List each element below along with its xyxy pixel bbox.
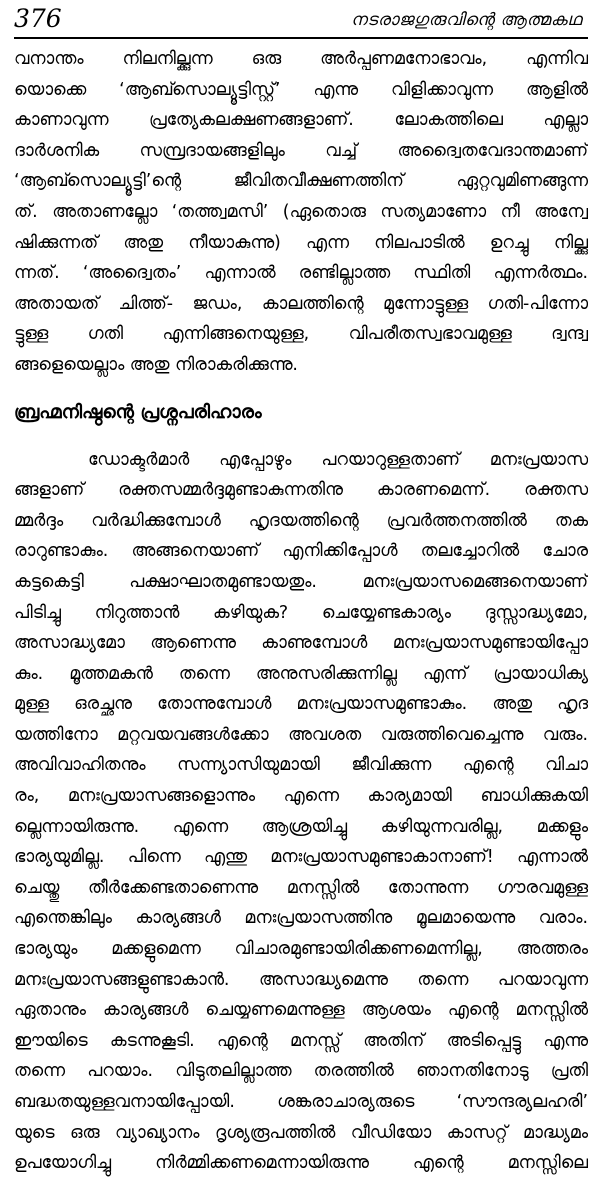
text-line: മനഃപ്രയാസങ്ങളുണ്ടാകാൻ. അസാദ്ധ്യമെന്നു തന്നെ പറയാവുന്ന bbox=[14, 969, 588, 990]
text-line: ഡോക്ടർമാർ എപ്പോഴും പറയാറുള്ളതാണ് മനഃപ്രയാസ bbox=[88, 449, 588, 470]
text-line: അവിവാഹിതനും സന്ന്യാസിയുമായി ജീവിക്കുന്ന എന്റെ വിചാ bbox=[14, 755, 588, 776]
header-rule bbox=[14, 37, 588, 39]
text-line: ചെയ്തു തീർക്കേണ്ടതാണെന്നു മനസ്സിൽ തോന്നുന്ന ഗൗരവമുള്ള bbox=[14, 877, 588, 898]
text-line: ഈയിടെ കടന്നുകൂടി. എന്റെ മനസ്സ് അതിന് അടിപ്പെട്ടു എന്നു bbox=[14, 1030, 588, 1051]
text-line: ബദ്ധതയുള്ളവനായിപ്പോയി. ശങ്കരാചാര്യരുടെ ‘സൗന്ദര്യലഹരി’ bbox=[14, 1092, 588, 1112]
text-line: കും. മൂത്തമകൻ തന്നെ അനുസരിക്കുന്നില്ല എന്ന് പ്രായാധിക്യ bbox=[14, 663, 588, 684]
paragraph-2 bbox=[14, 445, 588, 1179]
text-line: ഭാര്യയുമില്ല. പിന്നെ എന്തു മനഃപ്രയാസമുണ്ടാകാനാണ്! എന്നാൽ bbox=[14, 847, 588, 868]
text-line: യത്തിനോ മറ്റവയവങ്ങൾക്കോ അവശത വരുത്തിവെച്ചെന്നു വരും. bbox=[14, 724, 588, 745]
text-line: ഷിക്കുന്നത് അതു നീയാകുന്നു) എന്ന നിലപാടിൽ ഉറച്ചു നില്ക്കു bbox=[14, 232, 588, 253]
text-line: എന്തെങ്കിലും കാര്യങ്ങൾ മനഃപ്രയാസത്തിനു മൂലമായെന്നു വരാം. bbox=[14, 908, 588, 929]
text-line: ദാർശനിക സമ്പ്രദായങ്ങളിലും വച്ച് അദ്വൈതവേദാന്തമാണ് bbox=[14, 140, 588, 161]
text-line: പിടിച്ചു നിറുത്താൻ കഴിയുക? ചെയ്യേണ്ടകാര്യം ദുസ്സാദ്ധ്യമോ, bbox=[14, 602, 588, 623]
text-line: ഉപയോഗിച്ചു നിർമ്മിക്കണമെന്നായിരുന്നു എന്റെ മനസ്സിലെ bbox=[14, 1153, 588, 1174]
text-line: അസാദ്ധ്യമോ ആണെന്നു കാണുമ്പോൾ മനഃപ്രയാസമുണ്ടായിപ്പോ bbox=[14, 633, 588, 654]
text-line: ‘ആബ്സൊല്യൂട്ടി’ന്റെ ജീവിതവീക്ഷണത്തിന് ഏറ്റവുമിണങ്ങുന്ന bbox=[14, 171, 588, 192]
body-text bbox=[14, 44, 588, 1179]
text-line: യുടെ ഒരു വ്യാഖ്യാനം ദൃശ്യരൂപത്തിൽ വീഡിയോ കാസറ്റ് മാദ്ധ്യമം bbox=[14, 1122, 588, 1143]
text-line: അതായത് ചിത്ത്- ജഡം, കാലത്തിന്റെ മുന്നോട്ടുള്ള ഗതി-പിന്നോ bbox=[14, 293, 588, 314]
text-line: തന്നെ പറയാം. വിടുതലില്ലാത്ത തരത്തിൽ ഞാനതിനോടു പ്രതി bbox=[14, 1061, 588, 1082]
text-line: ത്. അതാണല്ലോ ‘തത്ത്വമസി’ (ഏതൊരു സത്യമാണോ നീ അന്വേ bbox=[14, 201, 588, 222]
running-title: നടരാജഗുരുവിന്റെ ആത്മകഥ bbox=[350, 10, 582, 30]
text-line: ട്ടുള്ള ഗതി എന്നിങ്ങനെയുള്ള, വിപരീതസ്വഭാവമുള്ള ദ്വന്ദ്വ bbox=[14, 324, 588, 345]
text-line: ഭാര്യയും മക്കളുമെന്ന വിചാരമുണ്ടായിരിക്കണമെന്നില്ല, അത്തരം bbox=[14, 939, 588, 960]
page-header bbox=[14, 4, 588, 38]
text-line: കാണാവുന്ന പ്രത്യേകലക്ഷണങ്ങളാണ്. ലോകത്തിലെ എല്ലാ bbox=[14, 110, 588, 131]
text-line: ന്നത്. ‘അദ്വൈതം’ എന്നാൽ രണ്ടില്ലാത്ത സ്ഥിതി എന്നർത്ഥം. bbox=[14, 263, 588, 284]
paragraph-1 bbox=[14, 44, 588, 381]
text-line: മുള്ള ഒരച്ഛനു തോന്നുമ്പോൾ മനഃപ്രയാസമുണ്ടാകും. അതു ഹൃദ bbox=[14, 694, 588, 715]
text-line: മ്മർദ്ദം വർദ്ധിക്കുമ്പോൾ ഹൃദയത്തിന്റെ പ്രവർത്തനത്തിൽ തക bbox=[14, 510, 588, 531]
text-line: രാറുണ്ടാകും. അങ്ങനെയാണ് എനിക്കിപ്പോൾ തലച്ചോറിൽ ചോര bbox=[14, 541, 588, 562]
text-line: ഏതാനും കാര്യങ്ങൾ ചെയ്യണമെന്നുള്ള ആശയം എന്റെ മനസ്സിൽ bbox=[14, 1000, 588, 1021]
text-line: ങ്ങളാണ് രക്തസമ്മർദ്ദമുണ്ടാകുന്നതിനു കാരണമെന്ന്. രക്തസ bbox=[14, 480, 588, 501]
text-line: കട്ടകെട്ടി പക്ഷാഘാതമുണ്ടായതും. മനഃപ്രയാസമെങ്ങനെയാണ് bbox=[14, 571, 588, 592]
section-heading: ബ്രഹ്മനിഷ്ഠന്റെ പ്രശ്നപരിഹാരം bbox=[14, 401, 262, 423]
text-line: ല്ലെന്നായിരുന്നു. എന്നെ ആശ്രയിച്ചു കഴിയുന്നവരില്ല, മക്കളും bbox=[14, 816, 588, 837]
page-number: 376 bbox=[14, 4, 62, 33]
text-line: യൊക്കെ ‘ആബ്സൊല്യൂട്ടിസ്റ്റ്’ എന്നു വിളിക്കാവുന്ന ആളിൽ bbox=[14, 79, 588, 100]
text-line: രം, മനഃപ്രയാസങ്ങളൊന്നും എന്നെ കാര്യമായി ബാധിക്കുകയി bbox=[14, 786, 588, 807]
text-line: ങ്ങളെയെല്ലാം അതു നിരാകരിക്കുന്നു. bbox=[14, 354, 298, 375]
text-line: വനാന്തം നിലനില്ക്കുന്ന ഒരു അർപ്പണമനോഭാവം, എന്നിവ bbox=[14, 49, 588, 69]
